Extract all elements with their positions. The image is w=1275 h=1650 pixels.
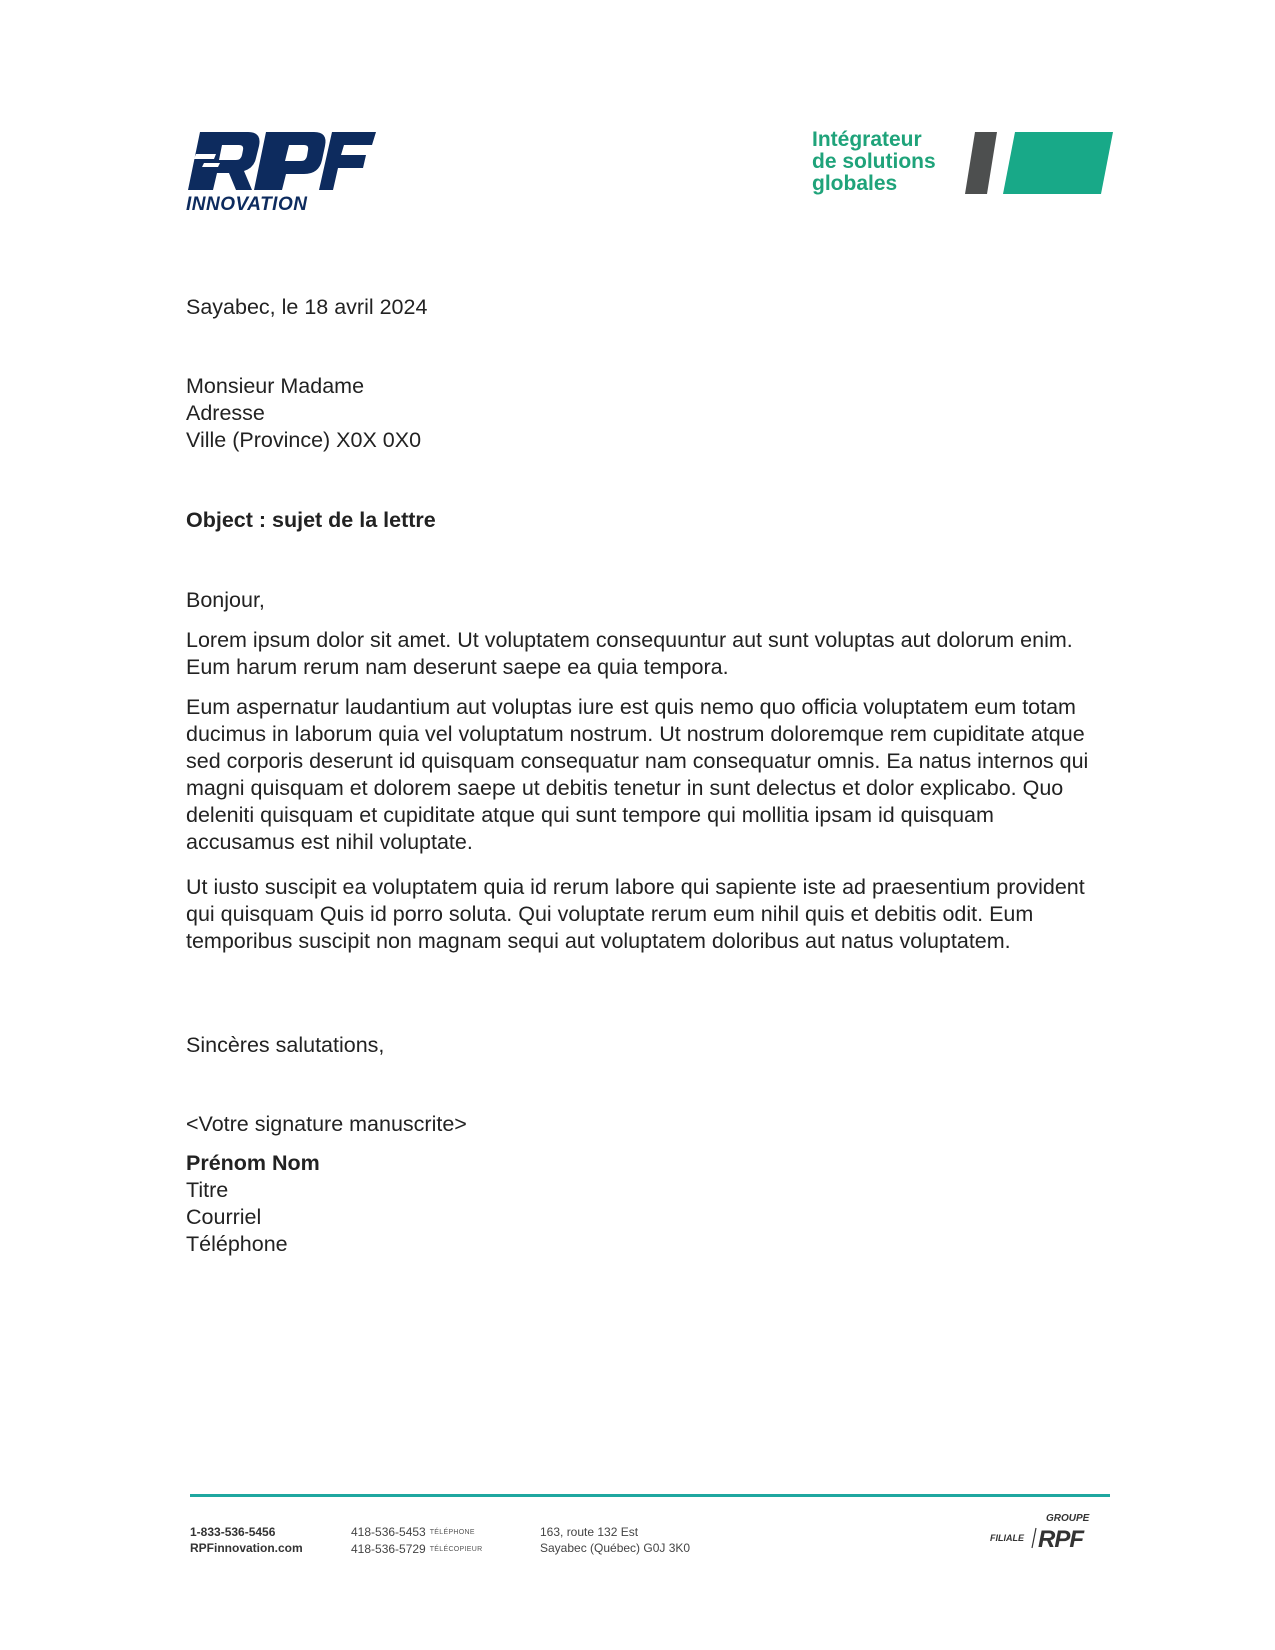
gray-stripe xyxy=(965,132,997,194)
footer-address xyxy=(540,1524,690,1556)
logo-subtitle: INNOVATION xyxy=(186,194,308,215)
signer-phone: Téléphone xyxy=(186,1232,288,1256)
footer-toll-free: 1-833-536-5456 xyxy=(190,1525,276,1539)
recipient-block xyxy=(186,373,421,454)
signer-name: Prénom Nom xyxy=(186,1151,320,1175)
brand-stripes xyxy=(963,132,1113,199)
footer-contact xyxy=(190,1524,303,1556)
footer-address-line: 163, route 132 Est xyxy=(540,1525,639,1539)
recipient-name: Monsieur Madame xyxy=(186,374,365,398)
green-stripe xyxy=(1003,132,1113,194)
footer-phone: 418-536-5453 xyxy=(351,1525,426,1539)
footer-phone-label: TÉLÉPHONE xyxy=(429,1528,475,1536)
signer-details xyxy=(186,1177,288,1258)
subject-line: Object : sujet de la lettre xyxy=(186,508,436,532)
tagline-line: Intégrateur xyxy=(812,128,922,151)
footer-address-line: Sayabec (Québec) G0J 3K0 xyxy=(540,1541,691,1555)
group-brand: RPF xyxy=(1038,1526,1083,1552)
greeting: Bonjour, xyxy=(186,588,265,612)
rpf-logo-mark xyxy=(186,128,376,223)
signer-title: Titre xyxy=(186,1178,229,1202)
closing: Sincères salutations, xyxy=(186,1033,385,1057)
tagline-line: globales xyxy=(812,172,898,195)
tagline-line: de solutions xyxy=(812,150,936,173)
signer-email: Courriel xyxy=(186,1205,262,1229)
logo-divider xyxy=(1032,1528,1036,1548)
body-paragraph: Lorem ipsum dolor sit amet. Ut voluptatem consequuntur aut sunt voluptas aut dolorum enim. Eum harum rerum nam deserunt saepe ea quia tempora. xyxy=(186,628,1073,679)
footer-website-link[interactable]: RPFinnovation.com xyxy=(190,1541,303,1555)
rpf-innovation-logo xyxy=(186,128,376,223)
group-label: GROUPE xyxy=(1046,1513,1090,1524)
body-paragraph: Ut iusto suscipit ea voluptatem quia id rerum labore qui sapiente iste ad praesentium provident qui quisquam Quis id porro soluta. Qui voluptate rerum eum nihil quis et debitis odit. Eum temporibus suscipit non magnam sequi aut voluptatem doloribus aut natus voluptatem. xyxy=(186,875,1085,953)
footer-fax-label: TÉLÉCOPIEUR xyxy=(429,1545,483,1553)
tagline xyxy=(812,129,962,195)
date-line: Sayabec, le 18 avril 2024 xyxy=(186,295,428,319)
footer-fax: 418-536-5729 xyxy=(351,1541,426,1556)
signature-placeholder: <Votre signature manuscrite> xyxy=(186,1112,467,1136)
footer-phones xyxy=(351,1524,482,1558)
subsidiary-label: FILIALE xyxy=(990,1533,1024,1543)
footer-divider xyxy=(190,1494,1110,1497)
recipient-address: Adresse xyxy=(186,401,265,425)
body-paragraph: Eum aspernatur laudantium aut voluptas iure est quis nemo quo officia voluptatem eum totam ducimus in laborum quia vel voluptatum nostrum. Ut nostrum doloremque rem cupiditate atque sed corporis deserunt id quisquam consequatur nam consequatur omnis. Ea natus internos qui magni quisquam et dolorem saepe ut debitis tenetur in sunt delectus et dolor explicabo. Quo deleniti quisquam et cupiditate atque qui sunt tempore qui mollitia ipsam id quisquam accusamus est nihil voluptate. xyxy=(186,695,1089,854)
groupe-rpf-logo xyxy=(990,1510,1110,1557)
recipient-city: Ville (Province) X0X 0X0 xyxy=(186,428,422,452)
